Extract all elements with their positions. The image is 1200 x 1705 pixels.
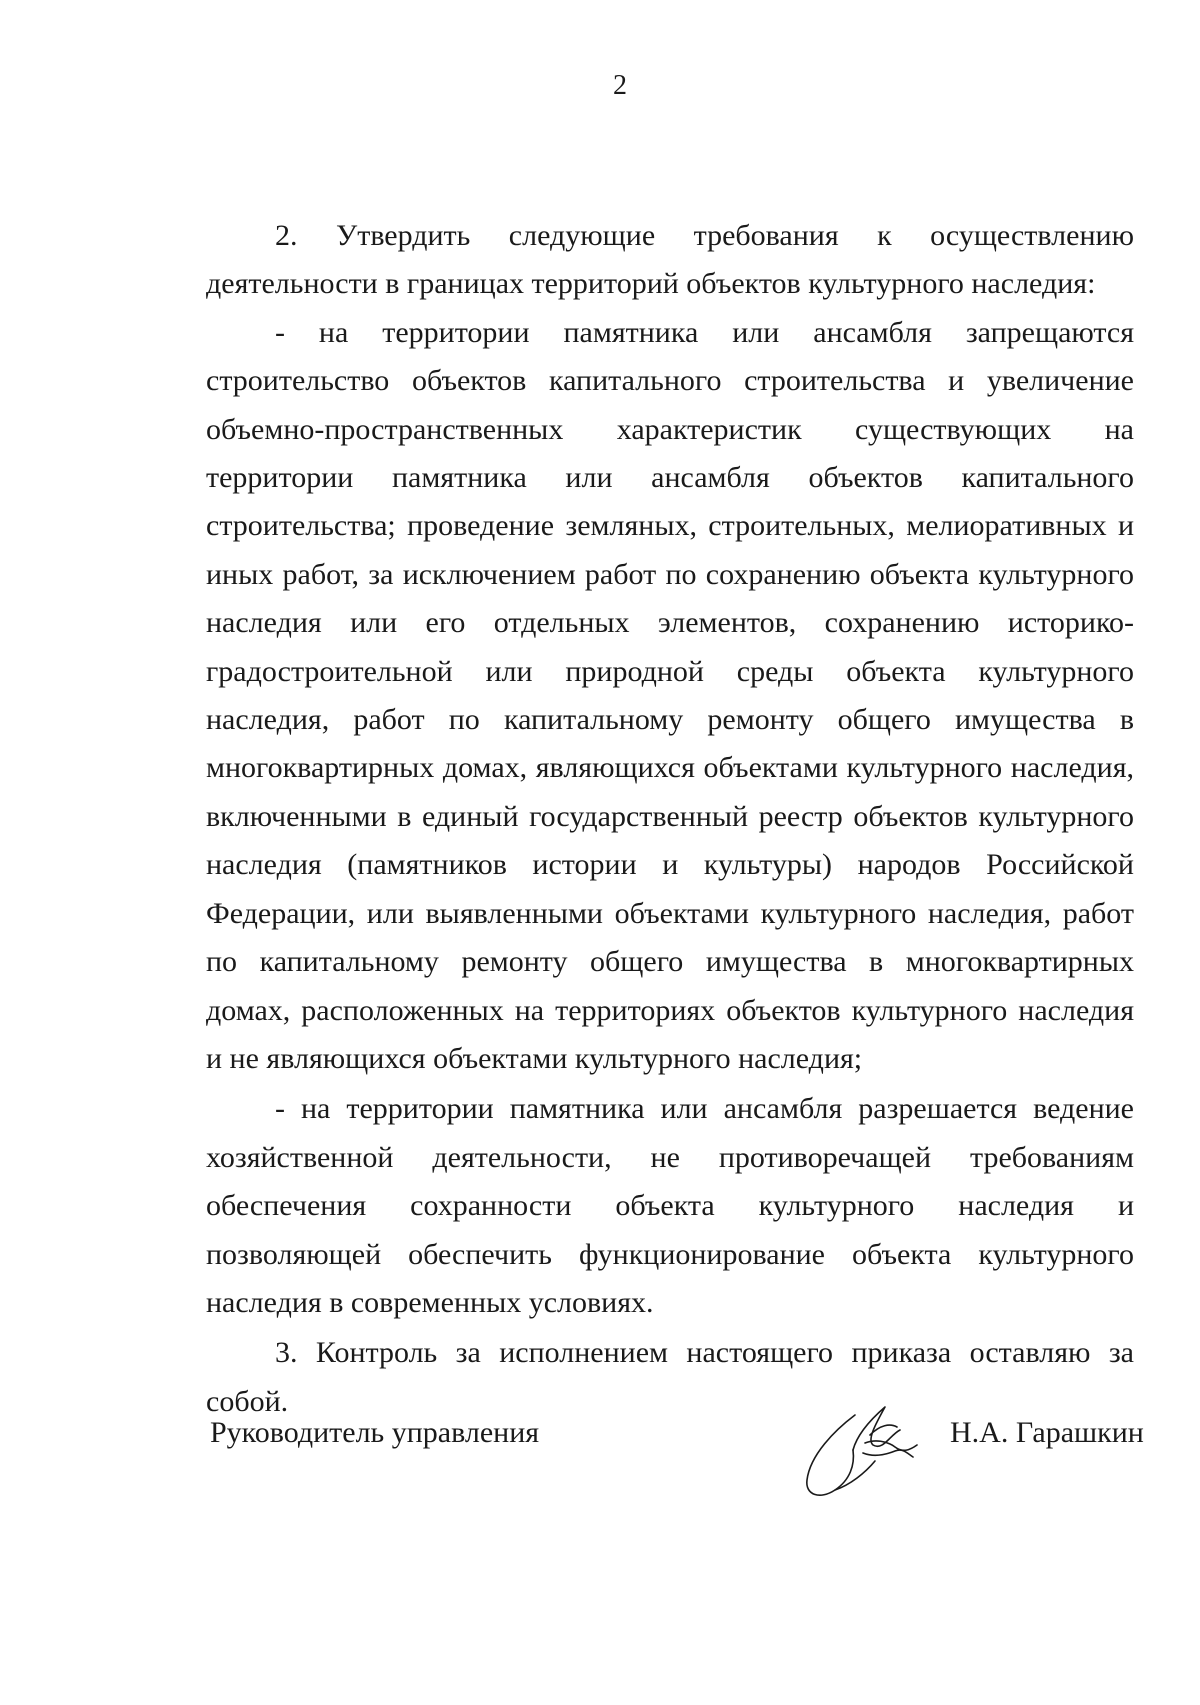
paragraph-prohibitions: - на территории памятника или ансамбля запрещаются строительство объектов капитального строительства и увеличение объемно-пространственных характеристик существующих на территории памятника или ансамбля объектов капитального строительства; проведение земляных, строительных, мелиоративных и иных работ, за исключением работ по сохранению объекта культурного наследия или его отдельных элементов, сохранению историко-градостроительной или природной среды объекта культурного наследия, работ по капитальному ремонту общего имущества в многоквартирных домах, являющихся объектами культурного наследия, включенными в единый государственный реестр объектов культурного наследия (памятников истории и культуры) народов Российской Федерации, или выявленными объектами культурного наследия, работ по капитальному ремонту общего имущества в многоквартирных домах, расположенных на территориях объектов культурного наследия и не являющихся объектами культурного наследия; [206,315,1134,1075]
paragraph-permissions: - на территории памятника или ансамбля разрешается ведение хозяйственной деятельности, не противоречащей требованиям обеспечения сохранности объекта культурного наследия и позволяющей обеспечить функционирование объекта культурного наследия в современных условиях. [206,1092,1134,1319]
signatory-name: Н.А. Гарашкин [950,1416,1144,1449]
paragraph-item-2: 2. Утвердить следующие требования к осуществлению деятельности в границах территорий объектов культурного наследия: [206,219,1134,301]
paragraph-item-3: 3. Контроль за исполнением настоящего приказа оставляю за собой. [206,1336,1134,1418]
page-number: 2 [613,70,627,101]
signatory-position: Руководитель управления [210,1416,540,1449]
handwritten-signature [795,1395,925,1505]
document-body [206,212,1134,1426]
